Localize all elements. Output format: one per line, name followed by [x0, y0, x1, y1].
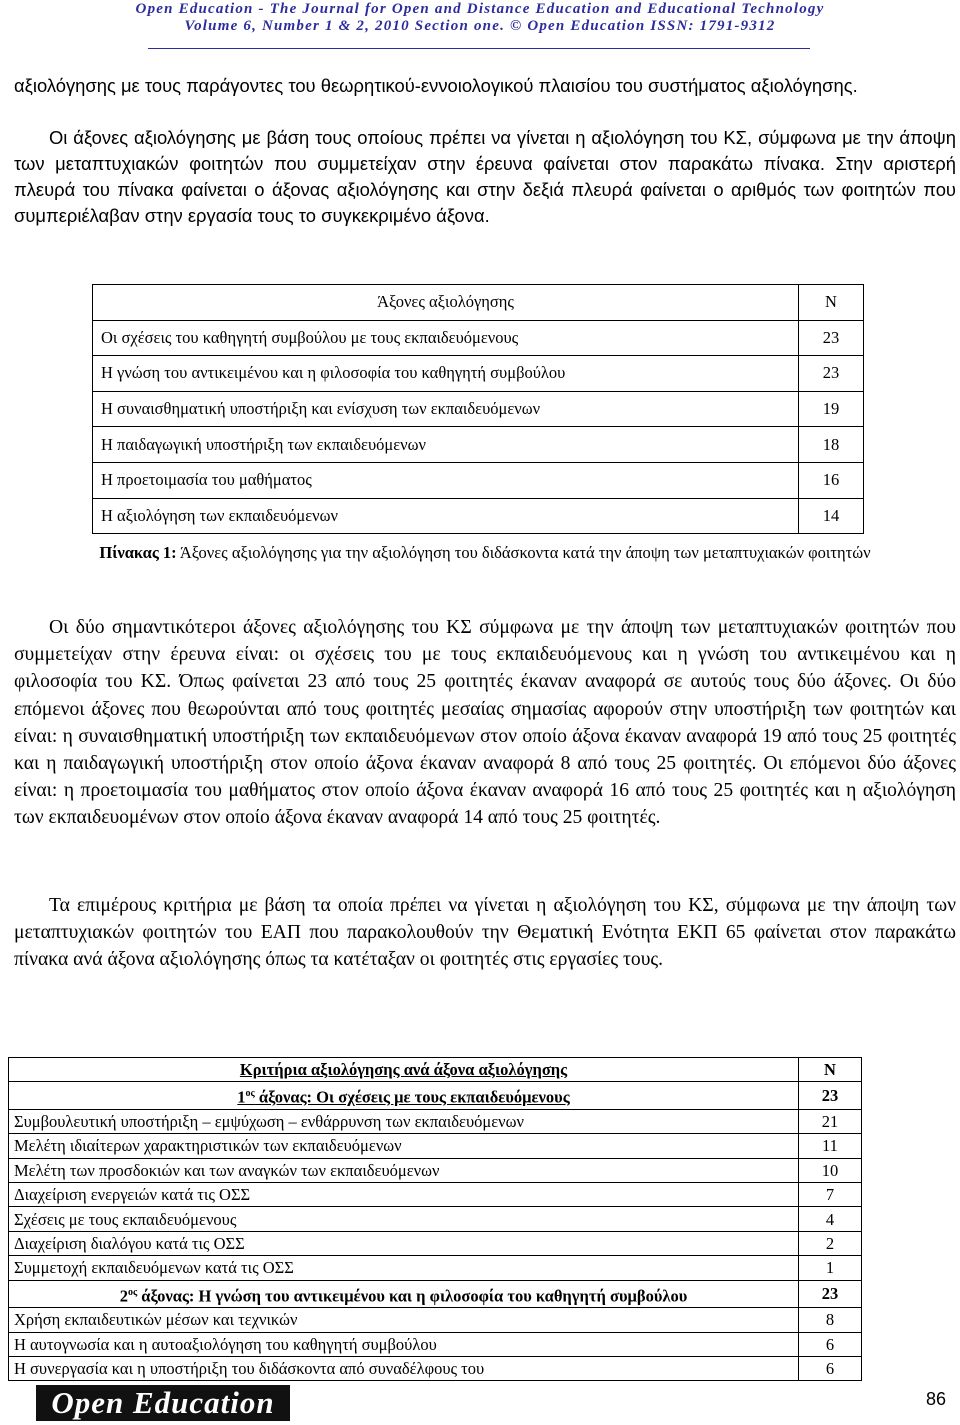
axis-label: Η συναισθηματική υποστήριξη και ενίσχυση των εκπαιδευόμενων — [93, 391, 799, 427]
table-row — [93, 320, 864, 356]
paragraph-table-intro: Οι άξονες αξιολόγησης με βάση τους οποίους πρέπει να γίνεται η αξιολόγηση του ΚΣ, σύμφωνα με την άποψη των μεταπτυχιακών φοιτητών που συμμετείχαν στην έρευνα φαίνεται στον παρακάτω πίνακα. Στην αριστερή πλευρά του πίνακα φαίνεται ο άξονας αξιολόγησης και στην δεξιά πλευρά φαίνεται ο αριθμός των φοιτητών που συμπεριέλαβαν στην εργασία τους το συγκεκριμένο άξονα. — [14, 127, 956, 226]
column-header-n: N — [799, 1058, 862, 1082]
table-row — [9, 1256, 862, 1280]
table-header-row — [93, 285, 864, 321]
table-row — [9, 1158, 862, 1182]
table-row — [93, 391, 864, 427]
journal-title: Open Education - The Journal for Open and Distance Education and Educational Technology — [135, 1, 825, 17]
table-row — [9, 1356, 862, 1380]
criterion-count: 4 — [799, 1207, 862, 1231]
table-row — [9, 1134, 862, 1158]
criterion-count: 1 — [799, 1256, 862, 1280]
criterion-label: Μελέτη των προσδοκιών και των αναγκών των εκπαιδευόμενων — [9, 1158, 799, 1182]
criterion-label: Διαχείριση ενεργειών κατά τις ΟΣΣ — [9, 1183, 799, 1207]
page-number: 86 — [926, 1389, 947, 1409]
criterion-count: 10 — [799, 1158, 862, 1182]
caption-text: Άξονες αξιολόγησης για την αξιολόγηση του διδάσκοντα κατά την άποψη των μεταπτυχιακών φοιτητών — [176, 543, 871, 562]
criterion-count: 6 — [799, 1332, 862, 1356]
table-row — [9, 1109, 862, 1133]
paragraph-criteria-intro: Τα επιμέρους κριτήρια με βάση τα οποία πρέπει να γίνεται η αξιολόγηση του ΚΣ, σύμφωνα με την άποψη των μεταπτυχιακών φοιτητών του ΕΑΠ που παρακολουθούν την Θεματική Ενότητα ΕΚΠ 65 φαίνεται στον παρακάτω πίνακα ανά άξονα αξιολόγησης όπως τα κατέταξαν οι φοιτητές στις εργασίες τους. — [14, 895, 956, 971]
paragraph-intro: αξιολόγησης με τους παράγοντες του θεωρητικού-εννοιολογικού πλαισίου του συστήματος αξιολόγησης. — [14, 75, 858, 96]
table-row — [93, 427, 864, 463]
table-row — [9, 1332, 862, 1356]
criterion-label: Συμβουλευτική υποστήριξη – εμψύχωση – ενθάρρυνση των εκπαιδευόμενων — [9, 1109, 799, 1133]
axis-label: Η γνώση του αντικειμένου και η φιλοσοφία του καθηγητή συμβούλου — [93, 356, 799, 392]
criterion-count: 8 — [799, 1308, 862, 1332]
table-row — [93, 356, 864, 392]
table-row — [9, 1231, 862, 1255]
axis-label: Οι σχέσεις του καθηγητή συμβούλου με τους εκπαιδευόμενους — [93, 320, 799, 356]
criterion-label: Χρήση εκπαιδευτικών μέσων και τεχνικών — [9, 1308, 799, 1332]
criterion-count: 6 — [799, 1356, 862, 1380]
criterion-count: 7 — [799, 1183, 862, 1207]
caption-label: Πίνακας 1: — [99, 543, 177, 562]
section-row — [9, 1280, 862, 1308]
criterion-label: Η αυτογνωσία και η αυτοαξιολόγηση του καθηγητή συμβούλου — [9, 1332, 799, 1356]
criteria-table — [8, 1057, 862, 1381]
axis-count: 23 — [799, 320, 864, 356]
criterion-label: Συμμετοχή εκπαιδευόμενων κατά τις ΟΣΣ — [9, 1256, 799, 1280]
section-label: $1^{o\varsigma}$ άξονας: Οι σχέσεις με τους εκπαιδευόμενους — [9, 1082, 799, 1110]
table-row — [93, 498, 864, 534]
criterion-count: 2 — [799, 1231, 862, 1255]
journal-issue-line: Volume 6, Number 1 & 2, 2010 Section one. © Open Education ISSN: 1791-9312 — [184, 18, 776, 34]
axis-count: 19 — [799, 391, 864, 427]
column-header-criteria: Κριτήρια αξιολόγησης ανά άξονα αξιολόγησης — [9, 1058, 799, 1082]
axes-table — [92, 284, 864, 534]
criterion-label: Διαχείριση διαλόγου κατά τις ΟΣΣ — [9, 1231, 799, 1255]
axis-label: Η αξιολόγηση των εκπαιδευόμενων — [93, 498, 799, 534]
table-row — [9, 1183, 862, 1207]
table-row — [9, 1207, 862, 1231]
axis-label: Η παιδαγωγική υποστήριξη των εκπαιδευόμενων — [93, 427, 799, 463]
column-header-n: N — [799, 285, 864, 321]
axis-count: 16 — [799, 462, 864, 498]
column-header-axis: Άξονες αξιολόγησης — [93, 285, 799, 321]
paragraph-discussion: Οι δύο σημαντικότεροι άξονες αξιολόγησης του ΚΣ σύμφωνα με την άποψη των μεταπτυχιακών φοιτητών που συμμετείχαν στην έρευνα είναι: οι σχέσεις του με τους εκπαιδευόμενους και η γνώση του αντικειμένου και η φιλοσοφία του ΚΣ. Όπως φαίνεται 23 από τους 25 φοιτητές έκαναν αναφορά σε αυτούς τους δύο άξονες. Οι δύο επόμενοι άξονες που θεωρούνται από τους φοιτητές μεσαίας σημασίας αφορούν στην υποστήριξη των φοιτητών και είναι: η συναισθηματική υποστήριξη των εκπαιδευόμενων στον οποίο άξονα έκαναν αναφορά 19 από τους 25 φοιτητές και η παιδαγωγική υποστήριξη στον οποίο άξονα έκαναν αναφορά 8 από τους 25 φοιτητές. Οι επόμενοι δύο άξονες είναι: η προετοιμασία του μαθήματος στον οποίο άξονα έκαναν αναφορά 16 από τους 25 φοιτητές και η αξιολόγηση των εκπαιδευομένων στον οποίο άξονα έκαναν αναφορά 14 από τους 25 φοιτητές. — [14, 617, 956, 829]
axis-count: 23 — [799, 356, 864, 392]
axis-count: 14 — [799, 498, 864, 534]
section-count: 23 — [799, 1280, 862, 1308]
axis-label: Η προετοιμασία του μαθήματος — [93, 462, 799, 498]
table-row — [9, 1308, 862, 1332]
open-education-logo: Open Education — [36, 1385, 290, 1421]
section-row — [9, 1082, 862, 1110]
criterion-label: Η συνεργασία και η υποστήριξη του διδάσκοντα από συναδέλφους του — [9, 1356, 799, 1380]
table-row — [93, 462, 864, 498]
section-count: 23 — [799, 1082, 862, 1110]
criterion-count: 21 — [799, 1109, 862, 1133]
header-rule — [148, 48, 810, 49]
section-label: $2^{o\varsigma}$ άξονας: Η γνώση του αντικειμένου και η φιλοσοφία του καθηγητή συμβούλου — [9, 1280, 799, 1308]
axis-count: 18 — [799, 427, 864, 463]
criterion-label: Σχέσεις με τους εκπαιδευόμενους — [9, 1207, 799, 1231]
table-header-row — [9, 1058, 862, 1082]
criterion-count: 11 — [799, 1134, 862, 1158]
table-caption — [14, 541, 956, 565]
criterion-label: Μελέτη ιδιαίτερων χαρακτηριστικών των εκπαιδευόμενων — [9, 1134, 799, 1158]
